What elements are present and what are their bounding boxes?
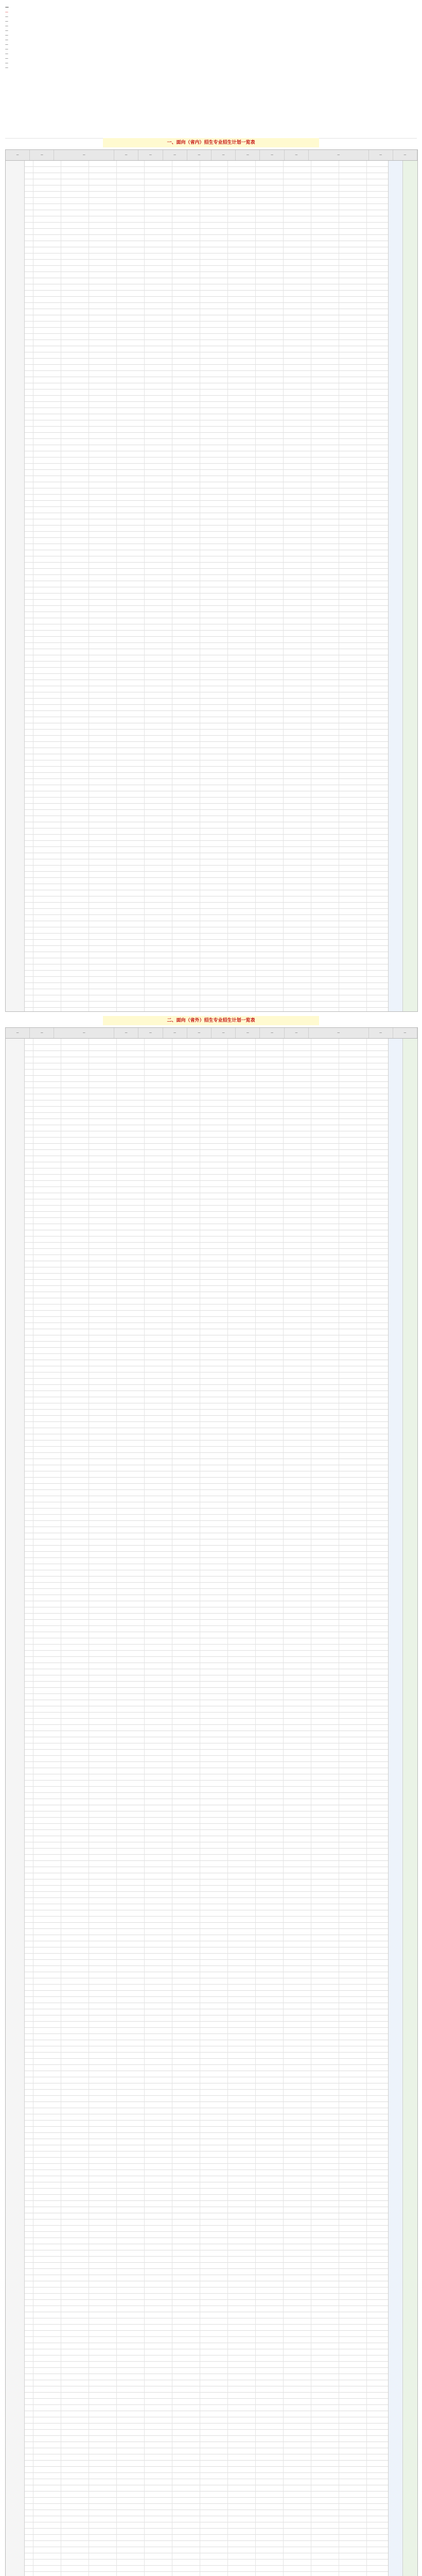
header-cell: — <box>309 1028 369 1038</box>
header-cell: — <box>393 1028 417 1038</box>
header-cell: — <box>369 1028 393 1038</box>
table-header <box>6 1028 417 1039</box>
table-body <box>6 1039 417 2576</box>
header-cell: — <box>163 150 187 160</box>
intro-line: — <box>5 43 8 46</box>
header-cell: — <box>236 1028 260 1038</box>
header-cell: — <box>369 150 393 160</box>
header-cell: — <box>212 150 236 160</box>
section-title-2: 二、面向（省外）招生专业招生计划一览表 <box>103 1016 319 1025</box>
intro-line: — <box>5 29 8 32</box>
header-cell: — <box>30 150 54 160</box>
intro-line: — <box>5 62 8 64</box>
intro-line: — <box>5 34 8 37</box>
intro-line: — <box>5 20 8 23</box>
header-cell: — <box>6 150 30 160</box>
plan-table-1 <box>5 149 418 1012</box>
header-cell: — <box>285 1028 309 1038</box>
header-cell: — <box>138 1028 163 1038</box>
grid <box>6 1039 417 2576</box>
section-title-1: 一、面向（省内）招生专业招生计划一览表 <box>103 138 319 147</box>
header-cell: — <box>260 150 284 160</box>
plan-column <box>388 161 403 1011</box>
header-cell: — <box>236 150 260 160</box>
intro-notes <box>5 4 417 139</box>
table-header <box>6 150 417 161</box>
header-cell: — <box>309 150 369 160</box>
table-body <box>6 161 417 1011</box>
header-cell: — <box>260 1028 284 1038</box>
group-column <box>6 161 25 1011</box>
header-cell: — <box>187 150 212 160</box>
plan-column <box>388 1039 403 2576</box>
group-column <box>6 1039 25 2576</box>
header-cell: — <box>6 1028 30 1038</box>
plan-column <box>402 1039 417 2576</box>
header-cell: — <box>114 150 138 160</box>
intro-highlight: — <box>5 11 8 13</box>
intro-title: — <box>5 6 9 9</box>
header-cell: — <box>393 150 417 160</box>
intro-line: — <box>5 48 8 50</box>
header-cell: — <box>30 1028 54 1038</box>
intro-line: — <box>5 25 8 27</box>
plan-table-2 <box>5 1027 418 2576</box>
grid <box>6 161 417 1011</box>
intro-line: — <box>5 66 8 69</box>
header-cell: — <box>187 1028 212 1038</box>
header-cell: — <box>114 1028 138 1038</box>
header-cell: — <box>54 1028 114 1038</box>
header-cell: — <box>212 1028 236 1038</box>
header-cell: — <box>138 150 163 160</box>
intro-line: — <box>5 53 8 55</box>
intro-line: — <box>5 57 8 60</box>
intro-line: — <box>5 39 8 41</box>
intro-line: — <box>5 15 8 18</box>
header-cell: — <box>54 150 114 160</box>
plan-column <box>402 161 417 1011</box>
header-cell: — <box>285 150 309 160</box>
header-cell: — <box>163 1028 187 1038</box>
